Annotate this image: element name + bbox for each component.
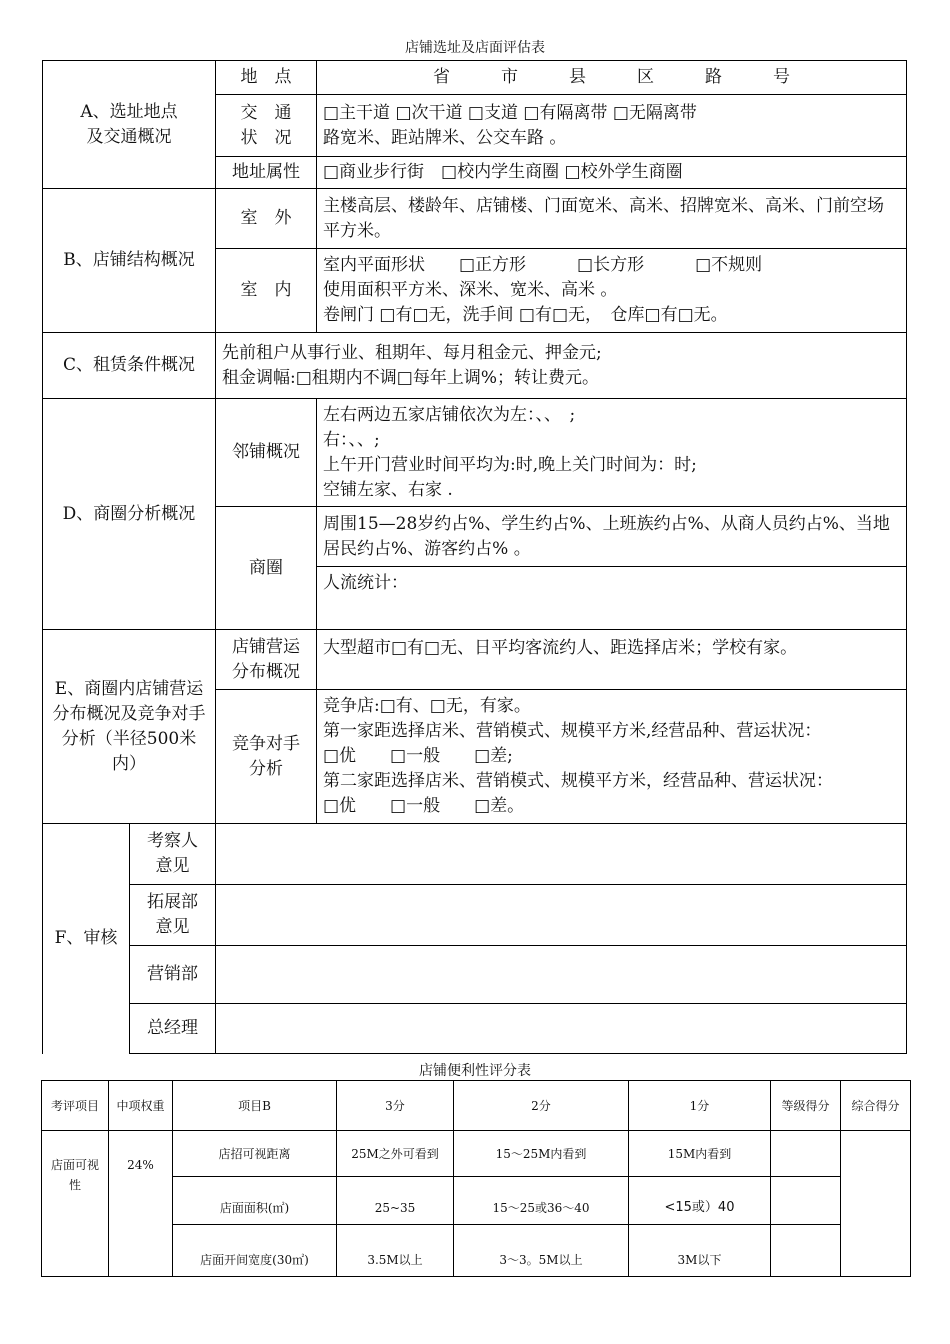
item-cell: 店面面积(㎡): [173, 1177, 337, 1225]
score-1-cell: <15或）40: [629, 1177, 771, 1225]
site-evaluation-table: [42, 60, 907, 1054]
score-3-cell: 25~35: [337, 1177, 454, 1225]
score-3-cell: 25M之外可看到: [337, 1131, 454, 1177]
lease-field[interactable]: 先前租户从事行业、租期年、每月租金元、押金元; 租金调幅:□租期内不调□每年上调%；转让费元。: [216, 333, 907, 399]
grade-score-cell[interactable]: [771, 1225, 841, 1277]
section-e-label: E、商圈内店铺营运分布概况及竞争对手分析（半径500米内）: [43, 630, 216, 824]
score-3-cell: 3.5M以上: [337, 1225, 454, 1277]
trade-area-field[interactable]: 周围15—28岁约占%、学生约占%、上班族约占%、从商人员约占%、当地居民约占%、游客约占% 。: [317, 507, 907, 567]
score-2-cell: 15～25或36～40: [454, 1177, 629, 1225]
item-cell: 店面开间宽度(30㎡): [173, 1225, 337, 1277]
trade-area-label: 商圈: [216, 507, 317, 630]
traffic-field[interactable]: □主干道 □次干道 □支道 □有隔离带 □无隔离带 路宽米、距站牌米、公交车路 。: [317, 95, 907, 157]
section-d-label: D、商圈分析概况: [43, 399, 216, 630]
competitor-field[interactable]: 竞争店:□有、□无，有家。 第一家距选择店米、营销模式、规模平方米,经营品种、营运状况： □优 □一般 □差; 第二家距选择店米、营销模式、规模平方米，经营品种、营运状况： □优 □一般 □差。: [317, 690, 907, 824]
outdoor-label: 室 外: [216, 189, 317, 249]
operations-label: 店铺营运分布概况: [216, 630, 317, 690]
item-cell: 店招可视距离: [173, 1131, 337, 1177]
inspector-opinion-field[interactable]: [216, 824, 907, 885]
grade-score-cell[interactable]: [771, 1177, 841, 1225]
operations-field[interactable]: 大型超市□有□无、日平均客流约人、距选择店米；学校有家。: [317, 630, 907, 690]
score-1-cell: 15M内看到: [629, 1131, 771, 1177]
section-f-label: F、审核: [43, 824, 130, 1054]
location-field[interactable]: 省 市 县 区 路 号: [317, 61, 907, 95]
marketing-label: 营销部: [130, 946, 216, 1004]
header-item: 项目B: [173, 1081, 337, 1131]
header-score-1: 1分: [629, 1081, 771, 1131]
form-title: 店铺选址及店面评估表: [405, 40, 545, 56]
section-c-label: C、租赁条件概况: [43, 333, 216, 399]
foot-traffic-field[interactable]: 人流统计：: [317, 567, 907, 630]
header-score-2: 2分: [454, 1081, 629, 1131]
indoor-field[interactable]: 室内平面形状 □正方形 □长方形 □不规则 使用面积平方米、深米、宽米、高米 。 卷闸门 □有□无，洗手间 □有□无， 仓库□有□无。: [317, 249, 907, 333]
score-table-title: 店铺便利性评分表: [419, 1063, 531, 1079]
expansion-opinion-field[interactable]: [216, 885, 907, 946]
neighbor-label: 邻铺概况: [216, 399, 317, 507]
header-grade-score: 等级得分: [771, 1081, 841, 1131]
category-cell: 店面可视性: [42, 1131, 109, 1277]
header-total-score: 综合得分: [841, 1081, 911, 1131]
section-a-label: A、选址地点 及交通概况: [43, 61, 216, 189]
total-score-cell[interactable]: [841, 1131, 911, 1277]
header-category: 考评项目: [42, 1081, 109, 1131]
inspector-opinion-label: 考察人意见: [130, 824, 216, 885]
score-2-cell: 15～25M内看到: [454, 1131, 629, 1177]
indoor-label: 室 内: [216, 249, 317, 333]
outdoor-field[interactable]: 主楼高层、楼龄年、店铺楼、门面宽米、高米、招牌宽米、高米、门前空场平方米。: [317, 189, 907, 249]
section-b-label: B、店铺结构概况: [43, 189, 216, 333]
competitor-label: 竞争对手分析: [216, 690, 317, 824]
address-type-label: 地址属性: [216, 157, 317, 189]
location-label: 地 点: [216, 61, 317, 95]
general-manager-field[interactable]: [216, 1004, 907, 1054]
score-1-cell: 3M以下: [629, 1225, 771, 1277]
traffic-label: 交 通 状 况: [216, 95, 317, 157]
score-2-cell: 3～3。5M以上: [454, 1225, 629, 1277]
general-manager-label: 总经理: [130, 1004, 216, 1054]
header-score-3: 3分: [337, 1081, 454, 1131]
address-type-field[interactable]: □商业步行街 □校内学生商圈 □校外学生商圈: [317, 157, 907, 189]
neighbor-field[interactable]: 左右两边五家店铺依次为左：、、 ; 右：、、; 上午开门营业时间平均为:时,晚上关门时间为：时; 空铺左家、右家 .: [317, 399, 907, 507]
marketing-field[interactable]: [216, 946, 907, 1004]
weight-cell: 24%: [109, 1131, 173, 1277]
grade-score-cell[interactable]: [771, 1131, 841, 1177]
header-weight: 中项权重: [109, 1081, 173, 1131]
convenience-score-table: [41, 1080, 911, 1277]
expansion-opinion-label: 拓展部意见: [130, 885, 216, 946]
